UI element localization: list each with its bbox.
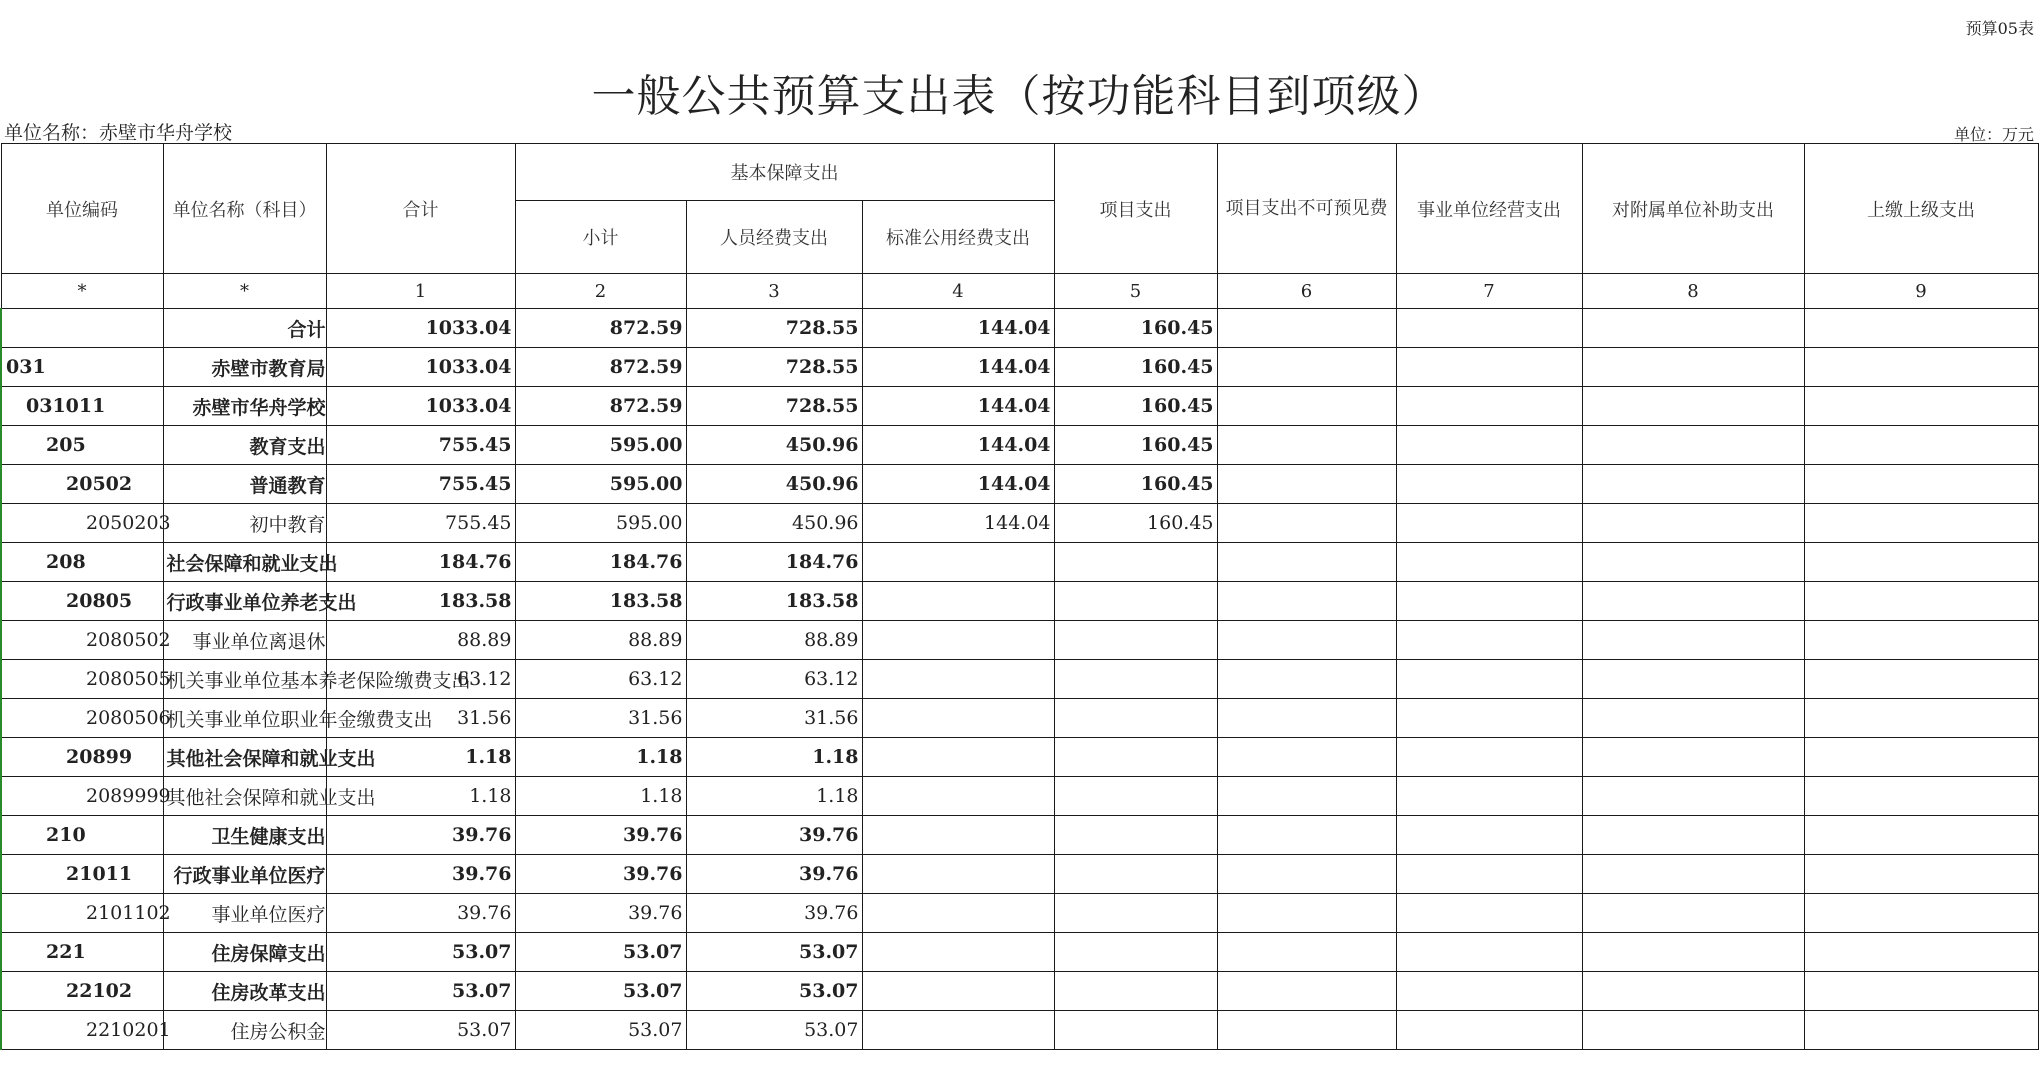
cell-business [1396, 816, 1582, 855]
form-number: 预算05表 [1965, 19, 2034, 38]
cell-public [862, 543, 1054, 582]
cell-project [1054, 699, 1217, 738]
cell-subtotal: 595.00 [515, 426, 686, 465]
cell-upper [1804, 348, 2038, 387]
cell-subtotal: 183.58 [515, 582, 686, 621]
cell-name: 合计 [163, 309, 326, 348]
cell-project: 160.45 [1054, 387, 1217, 426]
cell-project [1054, 582, 1217, 621]
cell-subtotal: 872.59 [515, 387, 686, 426]
cell-subsidy [1582, 699, 1804, 738]
table-row [1, 582, 2038, 621]
cell-public: 144.04 [862, 426, 1054, 465]
cell-subsidy [1582, 348, 1804, 387]
table-row [1, 972, 2038, 1011]
cell-unforeseen [1217, 894, 1396, 933]
cell-total: 39.76 [326, 855, 515, 894]
cell-code: 2080505 [1, 660, 163, 699]
cell-total: 39.76 [326, 894, 515, 933]
cell-upper [1804, 894, 2038, 933]
cell-code: 205 [1, 426, 163, 465]
cell-total: 39.76 [326, 816, 515, 855]
cell-name: 普通教育 [163, 465, 326, 504]
cell-subsidy [1582, 309, 1804, 348]
cell-upper [1804, 933, 2038, 972]
cell-public [862, 855, 1054, 894]
table-row [1, 465, 2038, 504]
cell-upper [1804, 309, 2038, 348]
cell-project [1054, 660, 1217, 699]
index-cell: 9 [1804, 274, 2038, 309]
table-row [1, 1011, 2038, 1050]
cell-total: 1033.04 [326, 348, 515, 387]
table-row [1, 738, 2038, 777]
table-row [1, 387, 2038, 426]
index-cell: 1 [326, 274, 515, 309]
cell-subsidy [1582, 777, 1804, 816]
cell-subtotal: 184.76 [515, 543, 686, 582]
cell-project [1054, 816, 1217, 855]
cell-upper [1804, 699, 2038, 738]
cell-personnel: 450.96 [686, 465, 862, 504]
cell-name: 赤壁市教育局 [163, 348, 326, 387]
cell-public: 144.04 [862, 465, 1054, 504]
cell-subsidy [1582, 621, 1804, 660]
cell-subsidy [1582, 582, 1804, 621]
cell-name: 社会保障和就业支出 [163, 543, 326, 582]
cell-subtotal: 39.76 [515, 816, 686, 855]
header-subsidy: 对附属单位补助支出 [1582, 144, 1804, 274]
cell-public [862, 894, 1054, 933]
table-row [1, 348, 2038, 387]
cell-business [1396, 972, 1582, 1011]
cell-public [862, 621, 1054, 660]
cell-business [1396, 1011, 1582, 1050]
cell-business [1396, 582, 1582, 621]
cell-unforeseen [1217, 504, 1396, 543]
cell-code: 2050203 [1, 504, 163, 543]
cell-business [1396, 660, 1582, 699]
cell-name: 行政事业单位养老支出 [163, 582, 326, 621]
header-public: 标准公用经费支出 [862, 201, 1054, 274]
cell-personnel: 728.55 [686, 309, 862, 348]
index-cell: 8 [1582, 274, 1804, 309]
cell-personnel: 1.18 [686, 777, 862, 816]
table-row [1, 621, 2038, 660]
cell-project: 160.45 [1054, 309, 1217, 348]
cell-public: 144.04 [862, 387, 1054, 426]
cell-personnel: 53.07 [686, 933, 862, 972]
cell-total: 53.07 [326, 933, 515, 972]
cell-business [1396, 543, 1582, 582]
cell-unforeseen [1217, 933, 1396, 972]
table-row [1, 543, 2038, 582]
cell-total: 63.12 [326, 660, 515, 699]
cell-code: 031 [1, 348, 163, 387]
cell-total: 53.07 [326, 972, 515, 1011]
cell-business [1396, 504, 1582, 543]
table-row [1, 894, 2038, 933]
cell-public [862, 582, 1054, 621]
cell-code: 21011 [1, 855, 163, 894]
cell-project [1054, 738, 1217, 777]
cell-unforeseen [1217, 426, 1396, 465]
cell-name: 事业单位离退休 [163, 621, 326, 660]
cell-subtotal: 39.76 [515, 894, 686, 933]
cell-public [862, 699, 1054, 738]
cell-upper [1804, 426, 2038, 465]
cell-total: 1.18 [326, 777, 515, 816]
cell-personnel: 31.56 [686, 699, 862, 738]
cell-unforeseen [1217, 972, 1396, 1011]
cell-code: 221 [1, 933, 163, 972]
header-name: 单位名称（科目） [163, 144, 326, 274]
cell-code: 208 [1, 543, 163, 582]
cell-subsidy [1582, 894, 1804, 933]
cell-unforeseen [1217, 855, 1396, 894]
cell-subtotal: 595.00 [515, 504, 686, 543]
cell-subtotal: 53.07 [515, 933, 686, 972]
cell-project [1054, 894, 1217, 933]
cell-upper [1804, 738, 2038, 777]
cell-unforeseen [1217, 387, 1396, 426]
cell-subtotal: 31.56 [515, 699, 686, 738]
header-upper: 上缴上级支出 [1804, 144, 2038, 274]
table-row [1, 660, 2038, 699]
cell-total: 31.56 [326, 699, 515, 738]
cell-unforeseen [1217, 816, 1396, 855]
cell-upper [1804, 855, 2038, 894]
cell-subtotal: 872.59 [515, 348, 686, 387]
cell-upper [1804, 972, 2038, 1011]
cell-business [1396, 738, 1582, 777]
cell-name: 卫生健康支出 [163, 816, 326, 855]
cell-total: 53.07 [326, 1011, 515, 1050]
cell-code: 2101102 [1, 894, 163, 933]
cell-personnel: 39.76 [686, 894, 862, 933]
unit-name-label: 单位名称：赤壁市华舟学校 [4, 122, 233, 144]
currency-unit-label: 单位：万元 [1953, 125, 2034, 144]
cell-personnel: 450.96 [686, 504, 862, 543]
cell-subtotal: 63.12 [515, 660, 686, 699]
cell-subsidy [1582, 387, 1804, 426]
cell-upper [1804, 816, 2038, 855]
cell-public [862, 660, 1054, 699]
cell-subsidy [1582, 504, 1804, 543]
cell-public: 144.04 [862, 309, 1054, 348]
header-basic-group: 基本保障支出 [515, 144, 1054, 201]
cell-upper [1804, 465, 2038, 504]
cell-subtotal: 53.07 [515, 972, 686, 1011]
cell-business [1396, 621, 1582, 660]
cell-unforeseen [1217, 309, 1396, 348]
cell-total: 755.45 [326, 426, 515, 465]
cell-personnel: 63.12 [686, 660, 862, 699]
header-subtotal: 小计 [515, 201, 686, 274]
cell-name: 事业单位医疗 [163, 894, 326, 933]
cell-total: 183.58 [326, 582, 515, 621]
cell-subsidy [1582, 1011, 1804, 1050]
table-row [1, 855, 2038, 894]
table-row [1, 309, 2038, 348]
cell-code: 031011 [1, 387, 163, 426]
cell-project [1054, 1011, 1217, 1050]
header-total: 合计 [326, 144, 515, 274]
cell-personnel: 88.89 [686, 621, 862, 660]
cell-business [1396, 777, 1582, 816]
cell-personnel: 728.55 [686, 387, 862, 426]
cell-business [1396, 387, 1582, 426]
cell-unforeseen [1217, 348, 1396, 387]
cell-code: 210 [1, 816, 163, 855]
cell-total: 88.89 [326, 621, 515, 660]
cell-name: 住房改革支出 [163, 972, 326, 1011]
cell-public [862, 972, 1054, 1011]
cell-business [1396, 426, 1582, 465]
page-title: 一般公共预算支出表（按功能科目到项级） [591, 71, 1447, 122]
cell-business [1396, 348, 1582, 387]
cell-subtotal: 1.18 [515, 738, 686, 777]
cell-upper [1804, 543, 2038, 582]
cell-total: 755.45 [326, 465, 515, 504]
cell-business [1396, 309, 1582, 348]
cell-public [862, 933, 1054, 972]
cell-personnel: 1.18 [686, 738, 862, 777]
cell-unforeseen [1217, 582, 1396, 621]
cell-public [862, 777, 1054, 816]
cell-subtotal: 1.18 [515, 777, 686, 816]
cell-name: 住房保障支出 [163, 933, 326, 972]
budget-table [0, 143, 2039, 1050]
header-code: 单位编码 [1, 144, 163, 274]
table-row [1, 504, 2038, 543]
cell-subsidy [1582, 465, 1804, 504]
cell-subsidy [1582, 660, 1804, 699]
cell-subsidy [1582, 816, 1804, 855]
cell-name: 机关事业单位基本养老保险缴费支出 [163, 660, 326, 699]
index-cell: * [163, 274, 326, 309]
cell-public [862, 816, 1054, 855]
cell-upper [1804, 777, 2038, 816]
cell-upper [1804, 1011, 2038, 1050]
table-row [1, 816, 2038, 855]
cell-public [862, 738, 1054, 777]
cell-business [1396, 894, 1582, 933]
cell-unforeseen [1217, 699, 1396, 738]
cell-subsidy [1582, 543, 1804, 582]
cell-public [862, 1011, 1054, 1050]
cell-name: 其他社会保障和就业支出 [163, 738, 326, 777]
cell-code [1, 309, 163, 348]
cell-name: 其他社会保障和就业支出 [163, 777, 326, 816]
index-cell: 5 [1054, 274, 1217, 309]
cell-code: 20805 [1, 582, 163, 621]
cell-personnel: 728.55 [686, 348, 862, 387]
cell-business [1396, 933, 1582, 972]
cell-business [1396, 465, 1582, 504]
cell-project [1054, 972, 1217, 1011]
header-unforeseen: 项目支出不可预见费 [1217, 144, 1396, 274]
cell-unforeseen [1217, 543, 1396, 582]
cell-project: 160.45 [1054, 465, 1217, 504]
cell-upper [1804, 582, 2038, 621]
cell-unforeseen [1217, 738, 1396, 777]
cell-code: 2210201 [1, 1011, 163, 1050]
cell-unforeseen [1217, 465, 1396, 504]
cell-subsidy [1582, 855, 1804, 894]
cell-public: 144.04 [862, 504, 1054, 543]
index-cell: 2 [515, 274, 686, 309]
cell-code: 2080506 [1, 699, 163, 738]
cell-name: 初中教育 [163, 504, 326, 543]
cell-subtotal: 88.89 [515, 621, 686, 660]
cell-personnel: 39.76 [686, 855, 862, 894]
table-row [1, 426, 2038, 465]
cell-total: 184.76 [326, 543, 515, 582]
index-cell: 4 [862, 274, 1054, 309]
cell-total: 1.18 [326, 738, 515, 777]
cell-name: 住房公积金 [163, 1011, 326, 1050]
cell-unforeseen [1217, 1011, 1396, 1050]
cell-project: 160.45 [1054, 504, 1217, 543]
cell-business [1396, 855, 1582, 894]
cell-subtotal: 53.07 [515, 1011, 686, 1050]
cell-project: 160.45 [1054, 348, 1217, 387]
cell-code: 20502 [1, 465, 163, 504]
index-cell: 3 [686, 274, 862, 309]
index-cell: 6 [1217, 274, 1396, 309]
cell-code: 20899 [1, 738, 163, 777]
cell-project [1054, 855, 1217, 894]
table-row [1, 699, 2038, 738]
cell-unforeseen [1217, 621, 1396, 660]
header-personnel: 人员经费支出 [686, 201, 862, 274]
cell-upper [1804, 387, 2038, 426]
cell-personnel: 53.07 [686, 1011, 862, 1050]
cell-personnel: 53.07 [686, 972, 862, 1011]
cell-business [1396, 699, 1582, 738]
cell-subtotal: 595.00 [515, 465, 686, 504]
cell-upper [1804, 660, 2038, 699]
cell-subsidy [1582, 738, 1804, 777]
cell-project: 160.45 [1054, 426, 1217, 465]
cell-subsidy [1582, 972, 1804, 1011]
cell-total: 1033.04 [326, 309, 515, 348]
cell-upper [1804, 504, 2038, 543]
table-row [1, 777, 2038, 816]
cell-code: 22102 [1, 972, 163, 1011]
cell-public: 144.04 [862, 348, 1054, 387]
cell-personnel: 450.96 [686, 426, 862, 465]
cell-code: 2080502 [1, 621, 163, 660]
cell-name: 教育支出 [163, 426, 326, 465]
index-cell: * [1, 274, 163, 309]
cell-name: 行政事业单位医疗 [163, 855, 326, 894]
cell-code: 2089999 [1, 777, 163, 816]
cell-project [1054, 777, 1217, 816]
cell-personnel: 183.58 [686, 582, 862, 621]
cell-total: 755.45 [326, 504, 515, 543]
cell-upper [1804, 621, 2038, 660]
header-business: 事业单位经营支出 [1396, 144, 1582, 274]
index-cell: 7 [1396, 274, 1582, 309]
cell-project [1054, 933, 1217, 972]
table-row [1, 933, 2038, 972]
cell-personnel: 39.76 [686, 816, 862, 855]
cell-name: 赤壁市华舟学校 [163, 387, 326, 426]
cell-personnel: 184.76 [686, 543, 862, 582]
header-project: 项目支出 [1054, 144, 1217, 274]
cell-subsidy [1582, 933, 1804, 972]
cell-project [1054, 543, 1217, 582]
cell-unforeseen [1217, 777, 1396, 816]
cell-total: 1033.04 [326, 387, 515, 426]
cell-subsidy [1582, 426, 1804, 465]
cell-subtotal: 872.59 [515, 309, 686, 348]
cell-subtotal: 39.76 [515, 855, 686, 894]
index-row [1, 274, 2038, 309]
cell-unforeseen [1217, 660, 1396, 699]
cell-project [1054, 621, 1217, 660]
cell-name: 机关事业单位职业年金缴费支出 [163, 699, 326, 738]
